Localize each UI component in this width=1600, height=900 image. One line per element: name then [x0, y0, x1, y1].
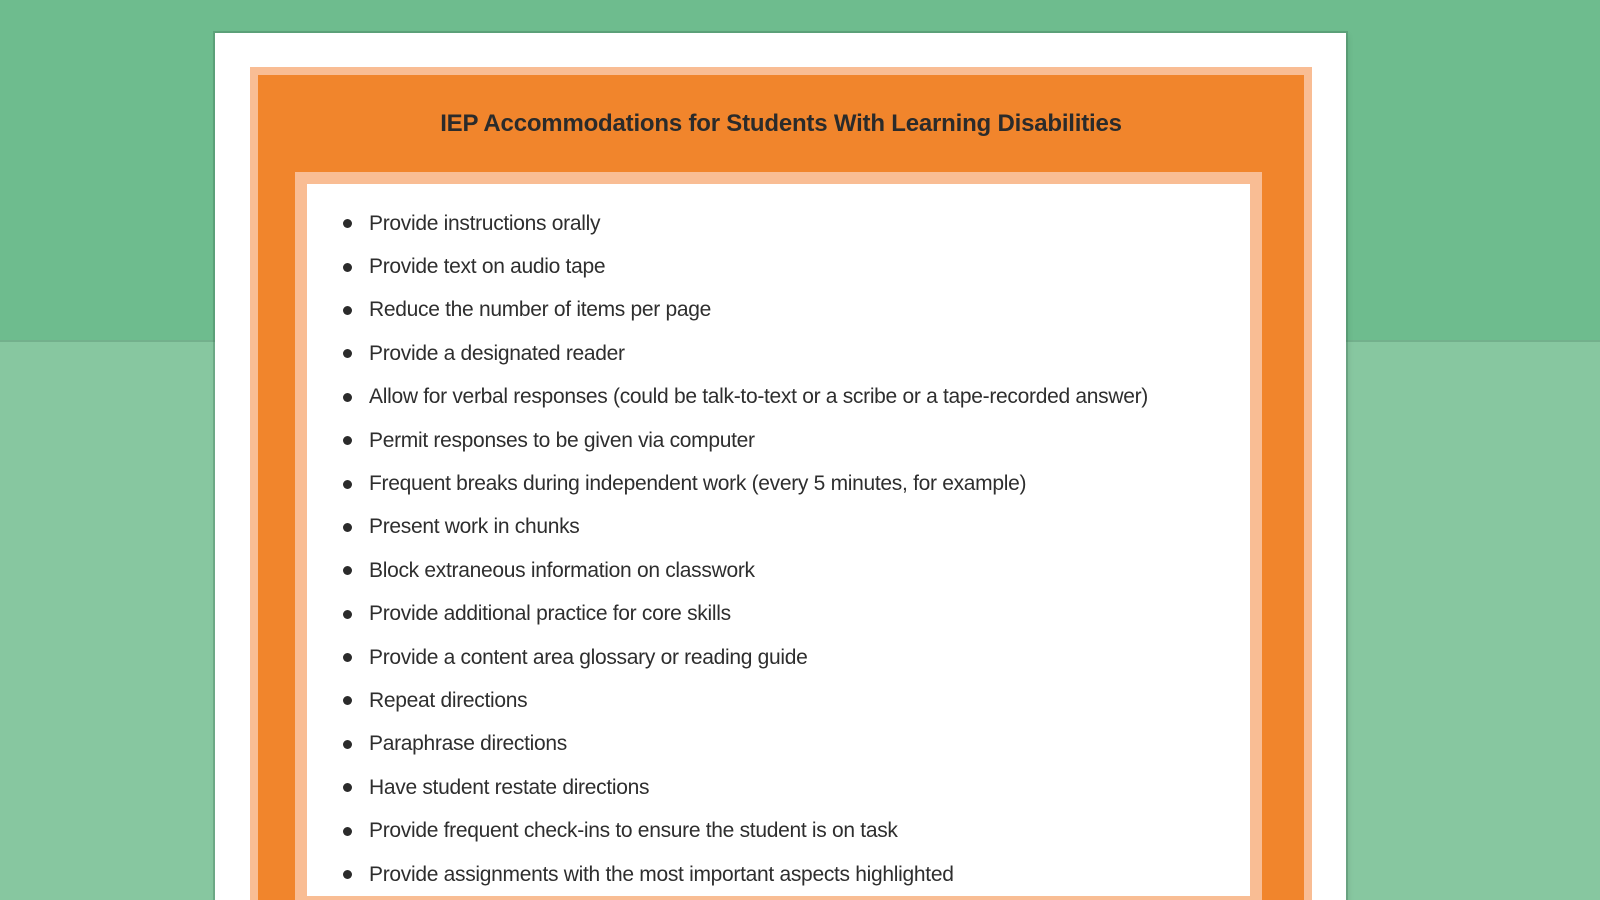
list-item-text: Have student restate directions	[369, 775, 650, 799]
list-item-text: Provide a content area glossary or reading guide	[369, 645, 808, 669]
list-item	[343, 549, 1230, 592]
list-item	[343, 462, 1230, 505]
list-item	[343, 419, 1230, 462]
list-item	[343, 506, 1230, 549]
list-item-text: Allow for verbal responses (could be talk-to-text or a scribe or a tape-recorded answer)	[369, 385, 1148, 409]
list-item	[343, 289, 1230, 332]
list-item-text: Provide frequent check-ins to ensure the student is on task	[369, 819, 898, 843]
list-item	[343, 376, 1230, 419]
bullet-icon	[343, 393, 352, 402]
accommodations-list	[343, 202, 1230, 896]
bullet-icon	[343, 480, 352, 489]
content-panel-border	[295, 172, 1262, 900]
list-item-text: Present work in chunks	[369, 515, 580, 539]
bullet-icon	[343, 263, 352, 272]
bullet-icon	[343, 306, 352, 315]
list-item-text: Reduce the number of items per page	[369, 298, 712, 322]
content-panel	[307, 184, 1250, 896]
bullet-icon	[343, 219, 352, 228]
list-item	[343, 853, 1230, 896]
bullet-icon	[343, 696, 352, 705]
list-item-text: Provide instructions orally	[369, 211, 601, 235]
list-item	[343, 809, 1230, 852]
bullet-icon	[343, 610, 352, 619]
list-item	[343, 332, 1230, 375]
bullet-icon	[343, 870, 352, 879]
orange-frame-fill	[258, 75, 1304, 900]
list-item	[343, 679, 1230, 722]
list-item	[343, 202, 1230, 245]
document-page	[215, 33, 1346, 900]
list-item	[343, 245, 1230, 288]
bullet-icon	[343, 523, 352, 532]
orange-frame	[250, 67, 1312, 900]
list-item-text: Repeat directions	[369, 688, 528, 712]
list-item-text: Frequent breaks during independent work (every 5 minutes, for example)	[369, 472, 1027, 496]
list-item-text: Provide a designated reader	[369, 341, 625, 365]
list-item-text: Paraphrase directions	[369, 732, 567, 756]
bullet-icon	[343, 740, 352, 749]
list-item-text: Block extraneous information on classwork	[369, 558, 755, 582]
bullet-icon	[343, 436, 352, 445]
bullet-icon	[343, 566, 352, 575]
list-item	[343, 766, 1230, 809]
list-item-text: Provide assignments with the most important aspects highlighted	[369, 862, 954, 886]
list-item	[343, 593, 1230, 636]
title-area	[258, 75, 1304, 172]
list-item	[343, 723, 1230, 766]
page-title: IEP Accommodations for Students With Learning Disabilities	[440, 109, 1122, 137]
bullet-icon	[343, 827, 352, 836]
bullet-icon	[343, 653, 352, 662]
list-item-text: Permit responses to be given via computer	[369, 428, 755, 452]
list-item-text: Provide additional practice for core skills	[369, 602, 731, 626]
bullet-icon	[343, 783, 352, 792]
list-item-text: Provide text on audio tape	[369, 255, 606, 279]
list-item	[343, 636, 1230, 679]
bullet-icon	[343, 349, 352, 358]
